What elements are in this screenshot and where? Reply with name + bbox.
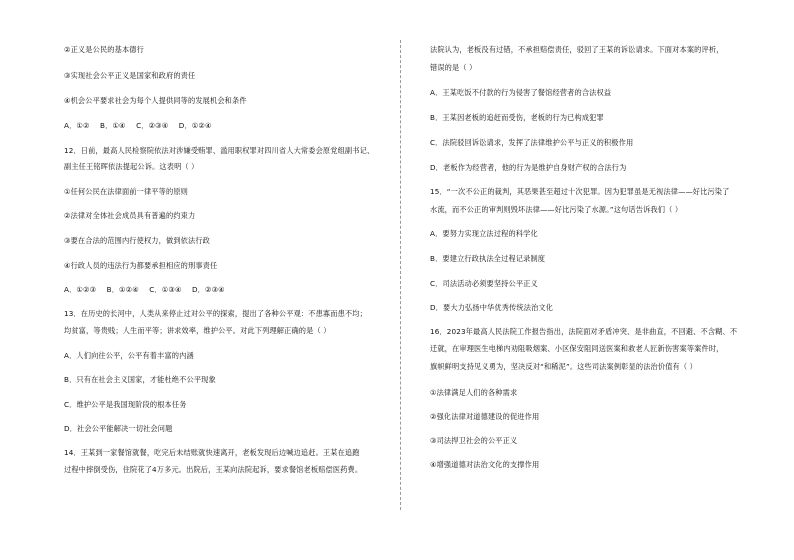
column-divider [400, 40, 401, 510]
q15-option-c: C．司法活动必须要坚持公平正义 [430, 279, 538, 288]
q16-stem-line-3: 旗帜鲜明支持见义勇为，坚决反对“和稀泥”。这些司法案例彰显的法治价值有（ ） [430, 362, 697, 371]
q14-cont-line-2: 错误的是（ ） [430, 63, 477, 72]
q11-option-3: ③实现社会公平正义是国家和政府的责任 [64, 71, 196, 80]
q13-stem-line-1: 13．在历史的长河中，人类从来停止过对公平的探索，提出了各种公平观：不患寡而患不均； [64, 309, 367, 318]
q13-option-d: D．社会公平能解决一切社会问题 [64, 424, 173, 433]
q12-choices: A．①②③ B．①②④ C．①③④ D．②③④ [64, 285, 225, 294]
q13-option-a: A．人们向往公平，公平有着丰富的内涵 [64, 351, 194, 360]
q16-stem-line-1: 16．2023年最高人民法院工作报告指出，法院面对矛盾冲突、是非曲直，不回避、不含糊、不 [430, 327, 738, 336]
q16-option-2: ②强化法律对道德建设的促进作用 [430, 412, 540, 421]
q12-stem-line-2: 副主任王铭晖依法提起公诉。这表明（ ） [64, 162, 199, 171]
q14-stem-line-2: 过程中摔倒受伤，住院花了4万多元。出院后，王某向法院起诉，要求餐馆老板赔偿医药费。 [64, 465, 363, 474]
q14-option-d: D．老板作为经营者，他的行为是维护自身财产权的合法行为 [430, 163, 627, 172]
q12-stem-line-1: 12．日前，最高人民检察院依法对涉嫌受贿罪、滥用职权罪对四川省人大常委会原党组副书记、 [64, 146, 375, 155]
q12-option-3: ③要在合法的范围内行使权力，做到依法行政 [64, 236, 211, 245]
q15-option-b: B．要建立行政执法全过程记录制度 [430, 254, 546, 263]
q13-option-c: C．维护公平是我国现阶段的根本任务 [64, 400, 187, 409]
q14-option-c: C．法院驳回诉讼请求，发挥了法律维护公平与正义的积极作用 [430, 138, 634, 147]
q12-option-2: ②法律对全体社会成员具有普遍的约束力 [64, 211, 196, 220]
q15-option-d: D．要大力弘扬中华优秀传统法治文化 [430, 303, 554, 312]
q16-option-3: ③司法捍卫社会的公平正义 [430, 436, 518, 445]
q14-cont-line-1: 法院认为，老板没有过错，不承担赔偿责任，驳回了王某的诉讼请求。下面对本案的评析， [430, 45, 724, 54]
q11-option-2: ②正义是公民的基本德行 [64, 45, 144, 54]
q14-stem-line-1: 14．王某到一家餐馆就餐，吃完后未结账就快速离开，老板发现后边喊边追赶。王某在追跑 [64, 448, 360, 457]
q14-option-a: A．王某吃饭不付款的行为侵害了餐馆经营者的合法权益 [430, 88, 612, 97]
q11-option-4: ④机会公平要求社会为每个人提供同等的发展机会和条件 [64, 96, 247, 105]
q12-option-4: ④行政人员的违法行为都要承担相应的刑事责任 [64, 261, 218, 270]
q13-option-b: B．只有在社会主义国家，才能杜绝不公平现象 [64, 375, 216, 384]
q15-stem-line-1: 15．“一次不公正的裁判，其恶果甚至超过十次犯罪。因为犯罪虽是无视法律——好比污染了 [430, 187, 730, 196]
q12-option-1: ①任何公民在法律面前一律平等的原则 [64, 187, 188, 196]
q14-option-b: B．王某因老板的追赶而受伤，老板的行为已构成犯罪 [430, 113, 604, 122]
q11-choices: A．①② B．①④ C．②③④ D．①②④ [64, 121, 212, 130]
q13-stem-line-2: 均贫富，等贵贱；人生而平等；讲求效率，维护公平。对此下列理解正确的是（ ） [64, 326, 331, 335]
q16-stem-line-2: 迁就，在审理医生电梯内劝阻吸烟案、小区保安阻同送医案和救老人匠新伤害案等案件时， [430, 344, 724, 353]
q15-stem-line-2: 水流，而不公正的审判则毁坏法律——好比污染了水源。”这句话告诉我们（ ） [430, 205, 683, 214]
q16-option-4: ④增强道德对法治文化的支撑作用 [430, 460, 540, 469]
q16-option-1: ①法律满足人们的各种需求 [430, 388, 518, 397]
q15-option-a: A．要努力实现立法过程的科学化 [430, 229, 538, 238]
